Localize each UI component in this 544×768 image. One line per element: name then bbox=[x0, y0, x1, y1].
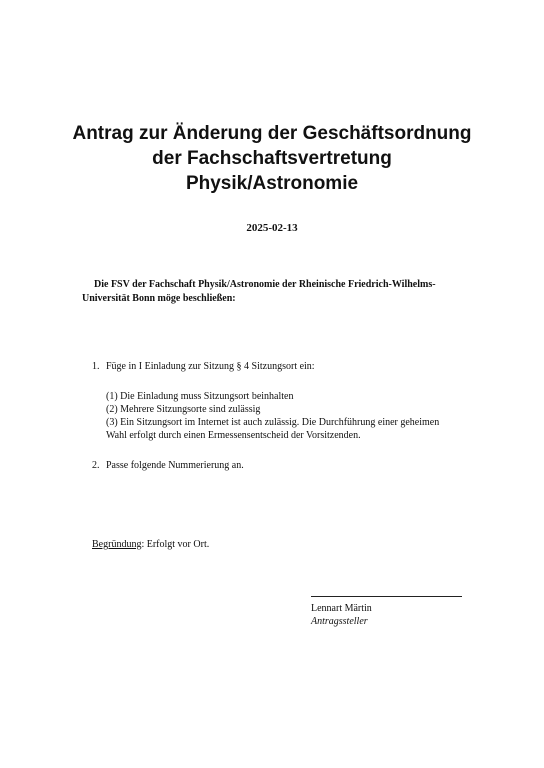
sub-line-1: (1) Die Einladung muss Sitzungsort beinhalten bbox=[106, 391, 294, 402]
preamble: Die FSV der Fachschaft Physik/Astronomie der Rheinische Friedrich-Wilhelms-Universität Bonn möge beschließen: bbox=[82, 279, 436, 304]
signature-role: Antragssteller bbox=[311, 616, 368, 627]
motion-item-2-number: 2. bbox=[92, 460, 100, 471]
signature-line bbox=[311, 596, 462, 597]
motion-item-2-text: Passe folgende Nummerierung an. bbox=[106, 460, 244, 471]
sub-line-2: (2) Mehrere Sitzungsorte sind zulässig bbox=[106, 404, 261, 415]
reason-label: Begründung bbox=[92, 539, 142, 550]
sub-line-4: Wahl erfolgt durch einen Ermessensentscheid der Vorsitzenden. bbox=[106, 430, 361, 441]
title-line-3: Physik/Astronomie bbox=[185, 173, 359, 194]
title-line-2: der Fachschaftsvertretung bbox=[152, 148, 392, 169]
sub-line-3: (3) Ein Sitzungsort im Internet ist auch zulässig. Die Durchführung einer geheimen bbox=[106, 417, 440, 428]
motion-item-1-text: Füge in I Einladung zur Sitzung § 4 Sitzungsort ein: bbox=[106, 361, 315, 372]
title-line-1: Antrag zur Änderung der Geschäftsordnung bbox=[72, 123, 472, 144]
reason-text: : Erfolgt vor Ort. bbox=[141, 539, 210, 550]
signature-name: Lennart Märtin bbox=[311, 603, 372, 614]
reason bbox=[92, 538, 209, 551]
document-date: 2025-02-13 bbox=[246, 222, 298, 234]
motion-item-1-number: 1. bbox=[92, 361, 100, 372]
document-title bbox=[0, 121, 544, 196]
motion-item-1-sub-text bbox=[106, 390, 468, 442]
